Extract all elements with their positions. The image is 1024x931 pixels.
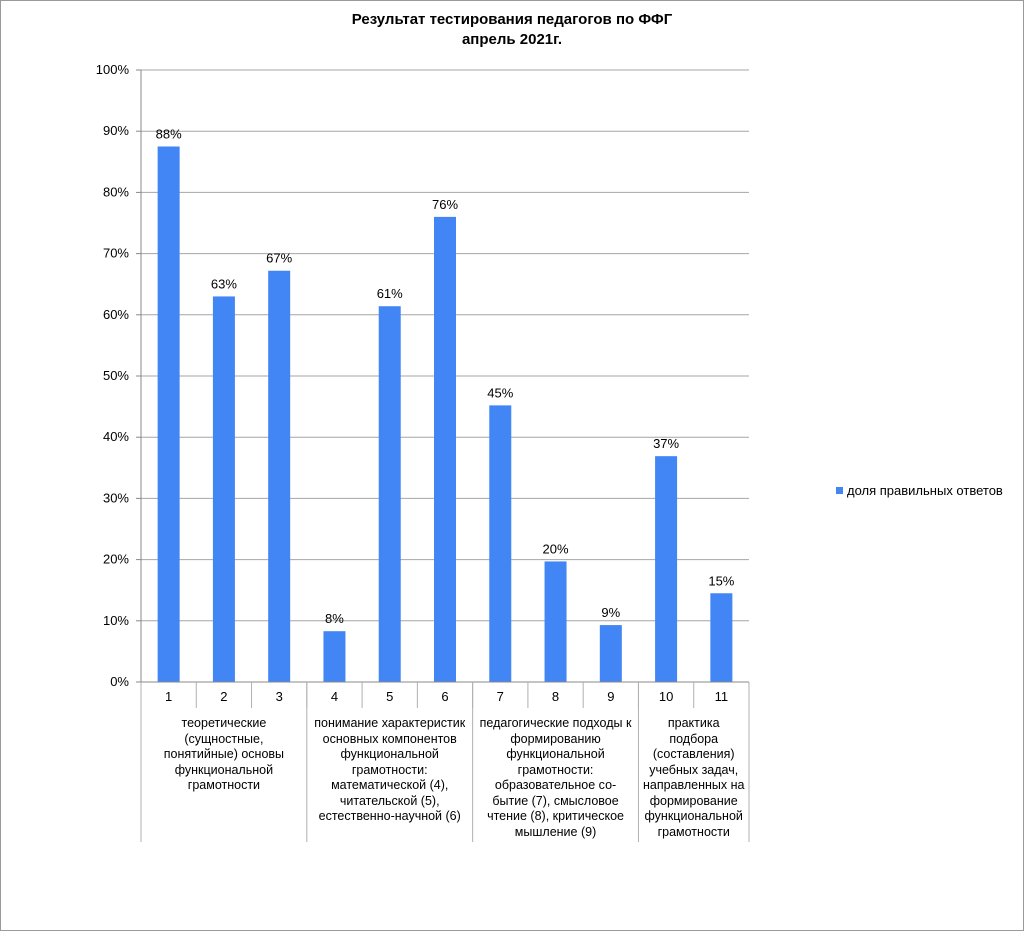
y-tick-label: 80%	[102, 184, 129, 200]
bar	[545, 561, 567, 682]
group-label: педагогические подходы к формированию функциональной грамотности: образовательное со- бытие (7), смысловое чтение (8), критическое мышление (9)	[479, 716, 632, 839]
data-label: 20%	[542, 541, 569, 557]
data-label: 76%	[431, 196, 459, 212]
y-tick-label: 30%	[102, 490, 129, 506]
y-tick-label: 100%	[95, 62, 129, 77]
bar	[600, 625, 622, 682]
x-tick-label: 6	[441, 689, 449, 704]
x-tick-label: 8	[551, 689, 560, 704]
y-tick-label: 20%	[102, 551, 129, 567]
bar	[268, 271, 290, 682]
bar	[489, 405, 511, 682]
chart-title: Результат тестирования педагогов по ФФГ	[351, 11, 673, 28]
bar	[158, 147, 180, 683]
y-tick-label: 50%	[102, 368, 129, 383]
data-label: 8%	[325, 611, 344, 627]
x-tick-label: 7	[496, 689, 504, 704]
group-label: практика подбора (составления) учебных задач, направленных на формирование функциональной грамотности	[642, 716, 745, 839]
y-tick-label: 10%	[102, 612, 129, 628]
legend	[836, 483, 1003, 498]
y-tick-label: 70%	[102, 245, 129, 261]
x-tick-label: 4	[330, 689, 339, 704]
data-label: 63%	[210, 276, 237, 292]
bar	[213, 296, 235, 682]
bar	[655, 456, 677, 682]
y-tick-label: 90%	[102, 123, 129, 139]
bar	[379, 306, 401, 682]
data-label: 37%	[653, 436, 680, 452]
chart-subtitle: апрель 2021г.	[461, 31, 563, 48]
y-tick-label: 0%	[110, 674, 129, 689]
legend-label: доля правильных ответов	[847, 483, 1003, 498]
data-label: 15%	[708, 573, 735, 589]
x-tick-label: 11	[714, 689, 729, 704]
data-label: 88%	[155, 126, 182, 142]
x-tick-label: 10	[658, 689, 674, 704]
data-label: 61%	[376, 286, 403, 302]
x-tick-label: 1	[165, 689, 173, 704]
data-label: 45%	[487, 385, 514, 401]
legend-swatch	[836, 487, 843, 494]
data-label: 67%	[266, 250, 293, 266]
bar	[434, 217, 456, 682]
bar	[323, 631, 345, 682]
data-label: 9%	[601, 605, 621, 621]
y-tick-label: 40%	[102, 429, 129, 445]
x-tick-label: 3	[275, 689, 283, 704]
x-tick-label: 2	[220, 689, 228, 704]
x-tick-label: 9	[607, 689, 615, 704]
y-tick-label: 60%	[102, 306, 129, 322]
x-tick-label: 5	[386, 689, 394, 704]
group-label: понимание характеристик основных компонентов функциональной грамотности: математической (4), читательской (5), естественно-научной (6)	[314, 716, 466, 823]
bar	[710, 593, 732, 682]
group-label: теоретические (сущностные, понятийные) основы функциональной грамотности	[163, 716, 285, 792]
